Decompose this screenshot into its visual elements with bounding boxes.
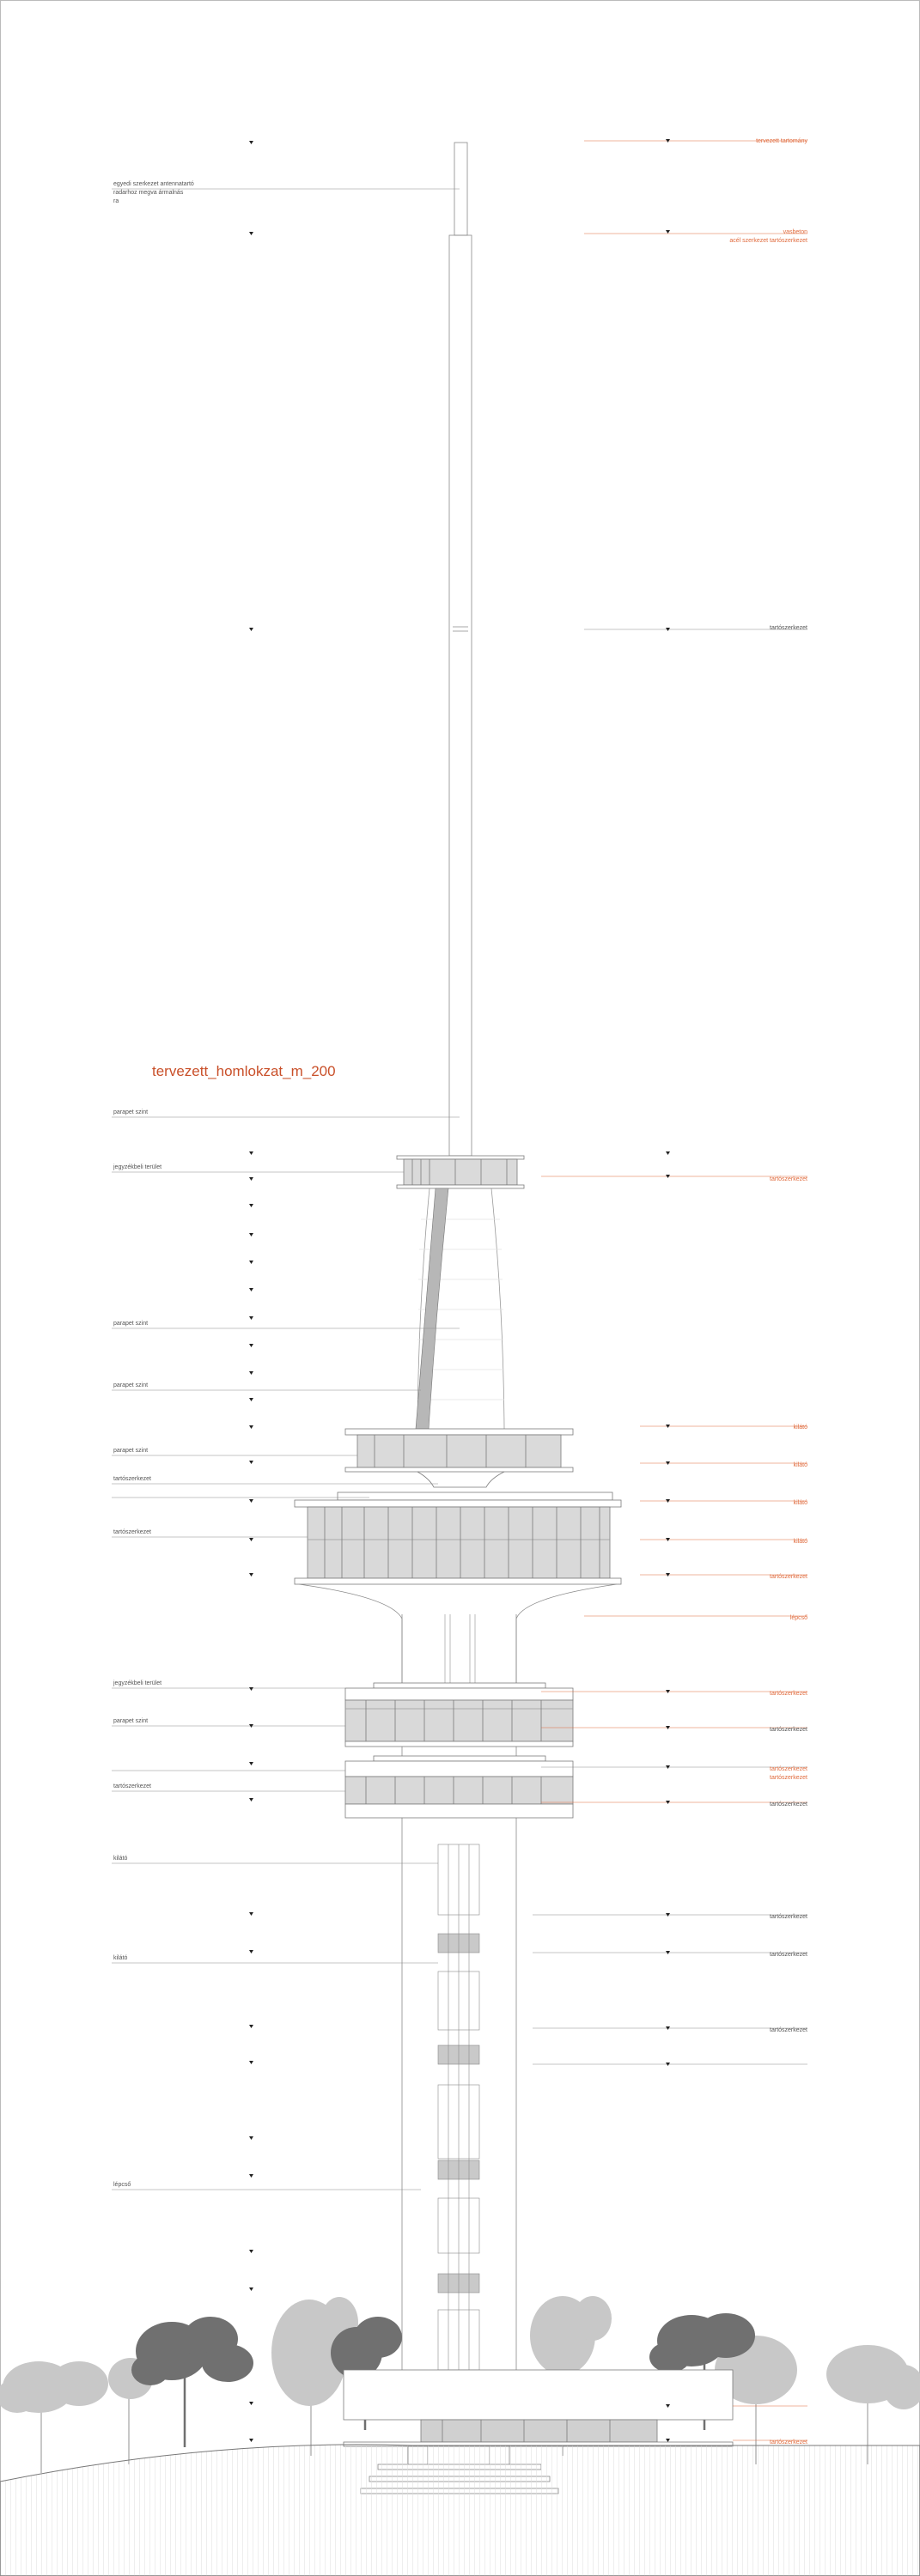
right-note: kilátó [793, 1462, 807, 1468]
drawing-title: tervezett_homlokzat_m_200 [152, 1063, 336, 1079]
level-markers-right [666, 139, 670, 2442]
right-note: tartószerkezet [770, 1952, 807, 1958]
right-note: tartószerkezet [770, 1766, 807, 1772]
right-note: tartószerkezet [770, 2439, 807, 2445]
left-note: egyedi szerkezet antennatartó [113, 181, 194, 187]
left-note: lépcső [113, 2182, 131, 2188]
right-note: tartószerkezet [770, 1176, 807, 1182]
right-note: vasbeton [783, 229, 807, 235]
right-note: tartószerkezet [770, 1574, 807, 1580]
left-note: jegyzékbeli terület [113, 1680, 162, 1686]
right-note: kilátó [793, 1500, 807, 1506]
right-note: tartószerkezet [770, 1775, 807, 1781]
left-note: tartószerkezet [113, 1529, 151, 1535]
left-note: parapet szint [113, 1448, 149, 1454]
main-podium [295, 1492, 621, 1584]
left-note: jegyzékbeli terület [113, 1164, 162, 1170]
level-markers-left [249, 141, 253, 2442]
left-note: kilátó [113, 1955, 128, 1961]
lower-podium-2 [345, 1756, 573, 1818]
left-note: parapet szint [113, 1718, 149, 1724]
lower-podium-1 [345, 1683, 573, 1747]
right-note: tartószerkezet [770, 1914, 807, 1920]
left-note: ra [113, 198, 119, 204]
right-note: tervezett tartomány [756, 138, 807, 144]
top-podium [397, 1156, 524, 1188]
left-note: parapet szint [113, 1109, 149, 1115]
left-note: radarhoz megva ármalnás [113, 190, 184, 196]
right-note: acél szerkezet tartószerkezet [729, 238, 807, 244]
base-building [344, 2370, 733, 2446]
left-notes [113, 181, 194, 2188]
right-note: kilátó [793, 1539, 807, 1545]
ground [0, 2445, 920, 2576]
left-note: kilátó [113, 1856, 128, 1862]
left-note: parapet szint [113, 1321, 149, 1327]
antenna-mast [449, 143, 472, 1156]
right-note: tartószerkezet [770, 1801, 807, 1807]
right-note: tartószerkezet [770, 2027, 807, 2033]
left-note: parapet szint [113, 1382, 149, 1388]
right-note: tartószerkezet [770, 625, 807, 631]
right-note: kilátó [793, 1425, 807, 1431]
core-glazing [438, 1844, 479, 2370]
right-note: tartószerkezet [770, 1691, 807, 1697]
right-leader-lines [533, 141, 807, 2440]
right-note: tartószerkezet [770, 1727, 807, 1733]
right-notes [729, 138, 807, 2445]
left-note: tartószerkezet [113, 1783, 151, 1789]
shaft-flare [299, 1584, 617, 1683]
left-leader-lines [112, 189, 460, 2190]
left-note: tartószerkezet [113, 1476, 151, 1482]
sheet-border [1, 1, 920, 2576]
middle-podium [345, 1429, 573, 1487]
right-note: lépcső [789, 1615, 807, 1621]
